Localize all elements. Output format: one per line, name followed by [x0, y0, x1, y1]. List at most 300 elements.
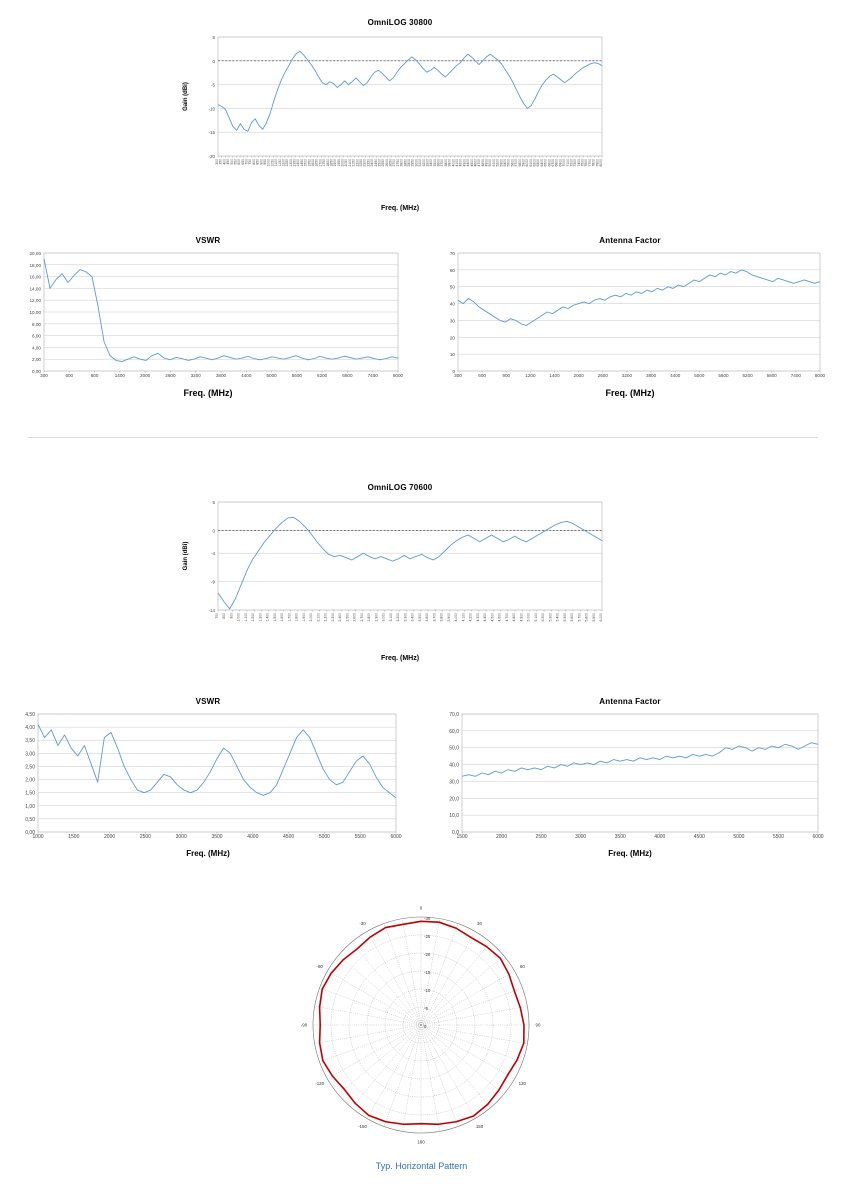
svg-text:0,0: 0,0	[452, 830, 459, 836]
svg-text:5800: 5800	[517, 159, 522, 167]
svg-text:3.600: 3.600	[425, 613, 430, 622]
svg-text:6900: 6900	[558, 159, 563, 167]
svg-text:6800: 6800	[342, 373, 353, 378]
svg-text:4.700: 4.700	[504, 613, 509, 622]
svg-text:0: 0	[452, 369, 455, 374]
svg-text:3.400: 3.400	[410, 613, 415, 622]
svg-text:6200: 6200	[742, 373, 753, 378]
svg-text:3800: 3800	[215, 373, 227, 378]
plot-area	[8, 247, 408, 387]
plot-area	[8, 708, 408, 848]
svg-text:1.900: 1.900	[301, 613, 306, 622]
svg-text:-30: -30	[359, 921, 366, 927]
svg-text:20,0: 20,0	[449, 796, 459, 803]
svg-text:1650: 1650	[314, 159, 319, 167]
svg-text:2000: 2000	[573, 373, 584, 378]
svg-text:4900: 4900	[484, 159, 489, 167]
svg-text:1900: 1900	[333, 159, 338, 167]
svg-text:-10: -10	[208, 106, 215, 112]
svg-text:2050: 2050	[344, 159, 349, 167]
svg-text:4400: 4400	[241, 373, 252, 378]
svg-text:180: 180	[417, 1139, 425, 1145]
svg-text:4500: 4500	[283, 834, 295, 840]
svg-text:3.700: 3.700	[432, 613, 437, 622]
svg-text:2,50: 2,50	[25, 764, 35, 771]
svg-text:60,0: 60,0	[449, 728, 459, 735]
plot-area	[180, 494, 620, 654]
svg-text:7400: 7400	[790, 373, 801, 378]
svg-text:3000: 3000	[175, 834, 187, 840]
svg-text:2150: 2150	[351, 159, 356, 167]
svg-text:7100: 7100	[565, 159, 570, 167]
svg-text:3.900: 3.900	[446, 613, 451, 622]
svg-text:1.700: 1.700	[287, 613, 292, 622]
svg-text:-15: -15	[424, 970, 431, 975]
svg-text:1200: 1200	[281, 159, 286, 167]
svg-text:6500: 6500	[543, 159, 548, 167]
svg-text:400: 400	[222, 159, 227, 165]
svg-text:4300: 4300	[462, 159, 467, 167]
svg-text:2,00: 2,00	[32, 357, 41, 363]
svg-text:2.600: 2.600	[352, 613, 357, 622]
chart-gain-30800	[180, 18, 620, 212]
svg-text:750: 750	[248, 159, 253, 165]
svg-text:5600: 5600	[291, 373, 302, 378]
svg-text:1500: 1500	[456, 834, 468, 840]
svg-text:120: 120	[518, 1081, 526, 1086]
svg-text:3.500: 3.500	[417, 613, 422, 622]
svg-text:5100: 5100	[491, 159, 496, 167]
svg-text:7300: 7300	[573, 159, 578, 167]
svg-text:3500: 3500	[614, 834, 626, 840]
svg-text:-9: -9	[210, 579, 215, 585]
svg-text:2300: 2300	[362, 159, 367, 167]
plot-area	[430, 708, 830, 848]
svg-text:6000: 6000	[812, 834, 824, 840]
svg-text:700: 700	[215, 613, 219, 619]
svg-text:2000: 2000	[140, 373, 151, 378]
chart-gain-70600	[180, 483, 620, 662]
svg-text:7700: 7700	[587, 159, 592, 167]
svg-text:7600: 7600	[584, 159, 589, 167]
polar-pattern-svg	[271, 900, 571, 1160]
svg-text:950: 950	[263, 159, 267, 165]
svg-text:6300: 6300	[536, 159, 541, 167]
svg-text:-5: -5	[424, 1006, 428, 1011]
svg-text:1000: 1000	[32, 834, 44, 840]
svg-text:300: 300	[215, 159, 219, 165]
svg-text:5000: 5000	[488, 159, 493, 167]
svg-text:7400: 7400	[576, 159, 581, 167]
svg-text:20,00: 20,00	[29, 251, 41, 256]
svg-text:3.000: 3.000	[381, 613, 386, 622]
svg-text:300: 300	[40, 373, 48, 378]
svg-text:1800: 1800	[325, 159, 330, 167]
svg-text:1400: 1400	[114, 373, 125, 378]
svg-text:6200: 6200	[317, 373, 328, 378]
svg-text:3,00: 3,00	[25, 751, 35, 758]
section-divider	[28, 437, 818, 438]
svg-text:6,00: 6,00	[32, 333, 41, 339]
svg-text:2550: 2550	[381, 159, 386, 167]
svg-text:0: 0	[424, 1024, 427, 1029]
svg-text:2400: 2400	[370, 159, 375, 167]
plot-area	[180, 29, 620, 204]
x-axis-label: Freq. (MHz)	[608, 849, 652, 858]
svg-text:6400: 6400	[539, 159, 544, 167]
svg-text:-5: -5	[210, 82, 215, 88]
svg-text:600: 600	[478, 373, 486, 378]
svg-text:5400: 5400	[503, 159, 507, 167]
svg-text:4400: 4400	[466, 159, 471, 167]
svg-text:-20: -20	[424, 952, 431, 957]
svg-text:0,00: 0,00	[32, 369, 41, 374]
svg-text:5900: 5900	[521, 159, 526, 167]
polar-caption: Typ. Horizontal Pattern	[375, 1161, 468, 1171]
svg-text:1.000: 1.000	[236, 613, 241, 622]
svg-text:3200: 3200	[190, 373, 201, 378]
svg-text:2450: 2450	[373, 159, 378, 167]
svg-text:50: 50	[449, 284, 455, 290]
svg-text:5.500: 5.500	[562, 613, 567, 622]
svg-text:-120: -120	[315, 1081, 325, 1086]
svg-text:4,50: 4,50	[25, 712, 35, 718]
svg-text:5.100: 5.100	[533, 613, 538, 622]
svg-text:5600: 5600	[718, 373, 729, 378]
svg-text:1200: 1200	[525, 373, 536, 378]
svg-text:-14: -14	[208, 608, 215, 613]
svg-text:2600: 2600	[384, 159, 389, 167]
svg-text:1400: 1400	[549, 373, 560, 378]
svg-text:0: 0	[212, 58, 215, 64]
svg-text:-15: -15	[208, 130, 215, 136]
svg-text:-10: -10	[424, 988, 431, 993]
svg-text:1450: 1450	[299, 159, 304, 167]
svg-text:7900: 7900	[595, 159, 600, 167]
svg-text:3500: 3500	[211, 834, 223, 840]
svg-text:4.600: 4.600	[497, 613, 502, 622]
svg-text:-4: -4	[210, 551, 215, 557]
gain-70600-svg	[180, 494, 620, 654]
svg-text:2500: 2500	[535, 834, 547, 840]
svg-text:6100: 6100	[528, 159, 533, 167]
svg-text:18,00: 18,00	[29, 262, 41, 268]
svg-text:1000: 1000	[266, 159, 271, 167]
svg-text:5000: 5000	[694, 373, 705, 378]
svg-text:1.200: 1.200	[251, 613, 256, 622]
svg-text:3.100: 3.100	[388, 613, 393, 622]
svg-text:60: 60	[449, 267, 455, 273]
svg-text:2850: 2850	[403, 159, 408, 167]
svg-text:2350: 2350	[366, 159, 371, 167]
svg-text:6.000: 6.000	[599, 613, 603, 622]
svg-text:7200: 7200	[569, 159, 574, 167]
svg-text:1.600: 1.600	[280, 613, 285, 622]
plot-area	[271, 900, 571, 1160]
svg-text:5.600: 5.600	[570, 613, 575, 622]
svg-text:-25: -25	[424, 934, 431, 939]
svg-text:700: 700	[244, 159, 249, 165]
svg-text:2500: 2500	[139, 834, 151, 840]
svg-text:7500: 7500	[580, 159, 585, 167]
svg-text:150: 150	[475, 1123, 484, 1129]
svg-text:1150: 1150	[277, 159, 282, 167]
svg-text:4.300: 4.300	[475, 613, 480, 622]
svg-text:Gain (dBi): Gain (dBi)	[183, 541, 189, 571]
svg-text:2.300: 2.300	[330, 613, 335, 622]
svg-text:6600: 6600	[547, 159, 552, 167]
svg-text:4.800: 4.800	[512, 613, 517, 622]
svg-text:4600: 4600	[473, 159, 478, 167]
svg-text:30,0: 30,0	[449, 779, 459, 786]
svg-text:1,00: 1,00	[25, 803, 35, 810]
svg-text:1500: 1500	[68, 834, 80, 840]
svg-text:3500: 3500	[432, 159, 437, 167]
svg-text:7000: 7000	[562, 159, 567, 167]
svg-text:-90: -90	[300, 1022, 308, 1028]
svg-text:4.400: 4.400	[483, 613, 488, 622]
svg-text:5.800: 5.800	[584, 613, 589, 622]
svg-text:2000: 2000	[340, 159, 345, 167]
svg-text:5: 5	[212, 500, 215, 505]
svg-text:500: 500	[229, 159, 234, 165]
svg-text:1350: 1350	[292, 159, 297, 167]
svg-text:6700: 6700	[551, 159, 555, 167]
svg-text:2.100: 2.100	[316, 613, 321, 622]
svg-text:4.000: 4.000	[454, 613, 459, 622]
svg-text:3000: 3000	[575, 834, 587, 840]
svg-text:8000: 8000	[392, 373, 404, 378]
svg-text:5.200: 5.200	[541, 613, 546, 622]
svg-text:30: 30	[449, 318, 455, 324]
svg-text:5000: 5000	[318, 834, 330, 840]
svg-text:5500: 5500	[506, 159, 511, 167]
svg-text:3200: 3200	[621, 373, 633, 378]
svg-text:900: 900	[229, 613, 234, 619]
svg-text:5.900: 5.900	[591, 613, 596, 622]
svg-text:90: 90	[535, 1022, 541, 1028]
svg-text:2000: 2000	[495, 834, 508, 840]
svg-text:4500: 4500	[693, 834, 705, 840]
svg-text:1950: 1950	[336, 159, 341, 167]
svg-text:4,00: 4,00	[32, 345, 41, 351]
svg-text:900: 900	[259, 159, 264, 165]
svg-text:16,00: 16,00	[29, 274, 41, 280]
svg-text:350: 350	[218, 159, 223, 165]
svg-text:8,00: 8,00	[32, 321, 41, 327]
svg-text:2250: 2250	[359, 159, 363, 167]
svg-text:4000: 4000	[247, 834, 259, 840]
svg-text:0: 0	[419, 905, 423, 911]
x-axis-label: Freq. (MHz)	[380, 205, 420, 212]
svg-text:2.800: 2.800	[367, 613, 372, 622]
svg-text:40: 40	[449, 301, 455, 307]
svg-text:1700: 1700	[318, 159, 323, 167]
svg-text:4,00: 4,00	[25, 725, 35, 732]
svg-text:6000: 6000	[525, 159, 530, 167]
svg-text:6200: 6200	[532, 159, 537, 167]
svg-text:2.900: 2.900	[374, 613, 379, 622]
chart-vswr-30800	[8, 236, 408, 398]
vswr-70600-svg	[8, 708, 408, 848]
svg-text:850: 850	[255, 159, 260, 165]
svg-text:2.200: 2.200	[323, 613, 328, 622]
svg-text:8000: 8000	[814, 373, 826, 378]
x-axis-label: Freq. (MHz)	[605, 388, 655, 398]
svg-text:1.800: 1.800	[294, 613, 299, 622]
svg-text:70,0: 70,0	[449, 712, 459, 718]
svg-text:-30: -30	[424, 916, 431, 921]
svg-text:2200: 2200	[355, 159, 360, 167]
svg-text:5: 5	[212, 35, 215, 40]
svg-text:8000: 8000	[599, 159, 603, 167]
svg-text:5500: 5500	[772, 834, 785, 840]
chart-title: OmniLOG 30800	[367, 18, 433, 27]
svg-text:50,0: 50,0	[449, 745, 459, 752]
svg-text:2,00: 2,00	[25, 777, 35, 784]
svg-text:5.300: 5.300	[548, 613, 553, 622]
svg-text:3700: 3700	[440, 159, 445, 167]
svg-text:1100: 1100	[274, 159, 279, 167]
svg-text:5500: 5500	[354, 834, 366, 840]
svg-text:20: 20	[449, 335, 455, 341]
svg-text:4.100: 4.100	[461, 613, 466, 622]
chart-title: VSWR	[195, 697, 221, 706]
svg-text:5000: 5000	[733, 834, 745, 840]
x-axis-label: Freq. (MHz)	[380, 655, 420, 662]
svg-text:1,50: 1,50	[25, 790, 35, 797]
x-axis-label: Freq. (MHz)	[183, 388, 233, 398]
chart-title: OmniLOG 70600	[367, 483, 433, 492]
svg-text:650: 650	[240, 159, 245, 165]
svg-text:5700: 5700	[514, 159, 519, 167]
vswr-30800-svg	[8, 247, 408, 387]
svg-text:5300: 5300	[499, 159, 504, 167]
svg-text:3200: 3200	[421, 159, 426, 167]
svg-text:2.500: 2.500	[345, 613, 350, 622]
svg-text:2000: 2000	[104, 834, 116, 840]
chart-title: Antenna Factor	[599, 697, 661, 706]
svg-text:300: 300	[454, 373, 462, 378]
svg-text:70: 70	[449, 251, 455, 256]
svg-text:3800: 3800	[443, 159, 448, 167]
svg-text:6800: 6800	[766, 373, 777, 378]
svg-text:1600: 1600	[311, 159, 315, 167]
svg-text:3800: 3800	[645, 373, 657, 378]
svg-text:2100: 2100	[347, 159, 352, 167]
svg-text:4000: 4000	[654, 834, 666, 840]
svg-text:12,00: 12,00	[29, 298, 41, 304]
svg-text:10: 10	[449, 352, 455, 358]
svg-text:3.300: 3.300	[403, 613, 408, 622]
svg-text:4.500: 4.500	[490, 613, 495, 622]
svg-text:2800: 2800	[399, 159, 404, 167]
svg-text:0,00: 0,00	[25, 830, 35, 836]
svg-text:3.800: 3.800	[439, 613, 444, 622]
svg-text:60: 60	[519, 964, 525, 969]
svg-text:40,0: 40,0	[449, 762, 459, 769]
svg-text:3100: 3100	[418, 159, 423, 167]
svg-text:10,00: 10,00	[29, 310, 41, 315]
svg-text:600: 600	[237, 159, 242, 165]
chart-title: Antenna Factor	[599, 236, 661, 245]
svg-text:3600: 3600	[436, 159, 441, 167]
svg-text:5.400: 5.400	[555, 613, 560, 622]
svg-text:3000: 3000	[414, 159, 419, 167]
svg-text:0: 0	[212, 528, 215, 534]
svg-text:800: 800	[222, 613, 227, 619]
svg-text:600: 600	[65, 373, 74, 378]
svg-text:6800: 6800	[554, 159, 559, 167]
svg-text:2950: 2950	[410, 159, 415, 167]
svg-text:1400: 1400	[296, 159, 301, 167]
svg-text:450: 450	[226, 159, 231, 165]
af-70600-svg	[430, 708, 830, 848]
svg-text:-150: -150	[358, 1123, 367, 1129]
svg-text:4100: 4100	[455, 159, 459, 167]
svg-text:800: 800	[251, 159, 256, 165]
chart-af-70600	[430, 697, 830, 858]
gain-30800-svg	[180, 29, 620, 204]
svg-text:1.300: 1.300	[258, 613, 263, 622]
chart-vswr-70600	[8, 697, 408, 858]
svg-text:1550: 1550	[307, 159, 312, 167]
svg-text:1250: 1250	[285, 159, 290, 167]
svg-text:4400: 4400	[670, 373, 681, 378]
svg-text:5000: 5000	[266, 373, 277, 378]
svg-text:1850: 1850	[329, 159, 334, 167]
svg-text:10,0: 10,0	[449, 813, 459, 820]
plot-area	[430, 247, 830, 387]
x-axis-label: Freq. (MHz)	[186, 849, 230, 858]
svg-text:900: 900	[502, 373, 511, 378]
svg-text:2600: 2600	[165, 373, 176, 378]
svg-text:-20: -20	[208, 154, 215, 159]
svg-text:1.400: 1.400	[265, 613, 270, 622]
svg-text:2600: 2600	[597, 373, 608, 378]
svg-text:2700: 2700	[392, 159, 397, 167]
svg-text:1050: 1050	[270, 159, 275, 167]
af-30800-svg	[430, 247, 830, 387]
svg-text:3,50: 3,50	[25, 738, 35, 745]
svg-text:30: 30	[477, 921, 482, 927]
svg-text:7400: 7400	[367, 373, 378, 378]
svg-text:4500: 4500	[469, 159, 474, 167]
svg-text:5.700: 5.700	[577, 613, 582, 622]
svg-text:2.400: 2.400	[338, 613, 343, 622]
chart-title: VSWR	[195, 236, 221, 245]
svg-text:7800: 7800	[591, 159, 596, 167]
svg-text:3900: 3900	[447, 159, 452, 167]
svg-text:550: 550	[233, 159, 238, 165]
svg-text:2500: 2500	[377, 159, 382, 167]
svg-text:5600: 5600	[510, 159, 515, 167]
svg-text:2750: 2750	[395, 159, 400, 167]
svg-text:4.200: 4.200	[468, 613, 473, 622]
svg-text:800: 800	[90, 373, 99, 378]
svg-text:14,00: 14,00	[29, 286, 41, 292]
svg-text:2.000: 2.000	[309, 613, 314, 622]
svg-text:2650: 2650	[388, 159, 393, 167]
svg-text:5200: 5200	[495, 159, 500, 167]
chart-horizontal-pattern	[271, 900, 571, 1160]
svg-text:1300: 1300	[288, 159, 293, 167]
svg-text:1500: 1500	[303, 159, 308, 167]
svg-text:4000: 4000	[451, 159, 456, 167]
svg-text:4.900: 4.900	[519, 613, 524, 622]
svg-text:1750: 1750	[322, 159, 327, 167]
chart-af-30800	[430, 236, 830, 398]
